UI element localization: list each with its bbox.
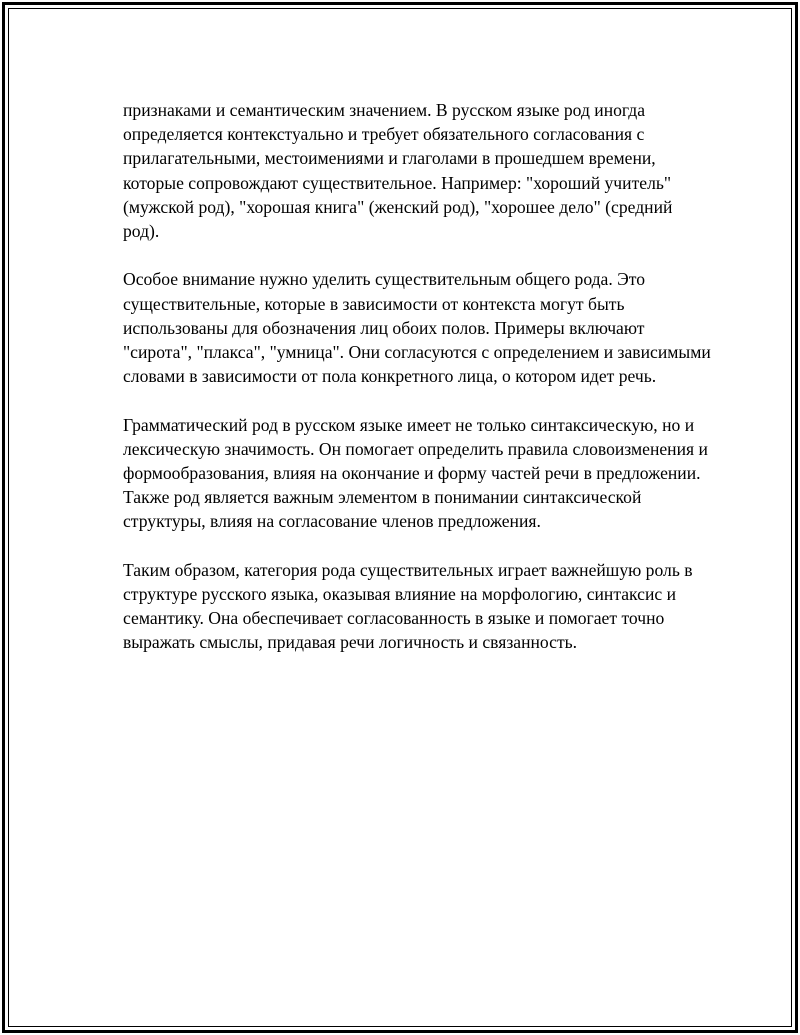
paragraph-conclusion: Таким образом, категория рода существительных играет важнейшую роль в структуре русского языка, оказывая влияние на морфологию, синтаксис и семантику. Она обеспечивает согласованность в языке и помогает точно выражать смыслы, придавая речи логичность и связанность.	[123, 559, 693, 653]
page-border	[2, 2, 798, 1033]
paragraph-common-gender: Особое внимание нужно уделить существительным общего рода. Это существительные, которые в зависимости от контекста могут быть использованы для обозначения лиц обоих полов. Примеры включают "сирота", "плакса", "умница". Они согласуются с определением и зависимыми словами в зависимости от пола конкретного лица, о котором идет речь.	[123, 269, 711, 387]
paragraph-grammatical-gender: Грамматический род в русском языке имеет не только синтаксическую, но и лексическую значимость. Он помогает определить правила словоизменения и формообразования, влияя на окончание и форму частей речи в предложении. Также род является важным элементом в понимании синтаксической структуры, влияя на согласование членов предложения.	[123, 414, 708, 532]
document-body	[123, 98, 713, 679]
paragraph-gender-agreement: признаками и семантическим значением. В русском языке род иногда определяется контекстуально и требует обязательного согласования с прилагательными, местоимениями и глаголами в прошедшем времени, которые сопровождают существительное. Например: "хороший учитель" (мужской род), "хорошая книга" (женский род), "хорошее дело" (средний род).	[123, 100, 673, 242]
